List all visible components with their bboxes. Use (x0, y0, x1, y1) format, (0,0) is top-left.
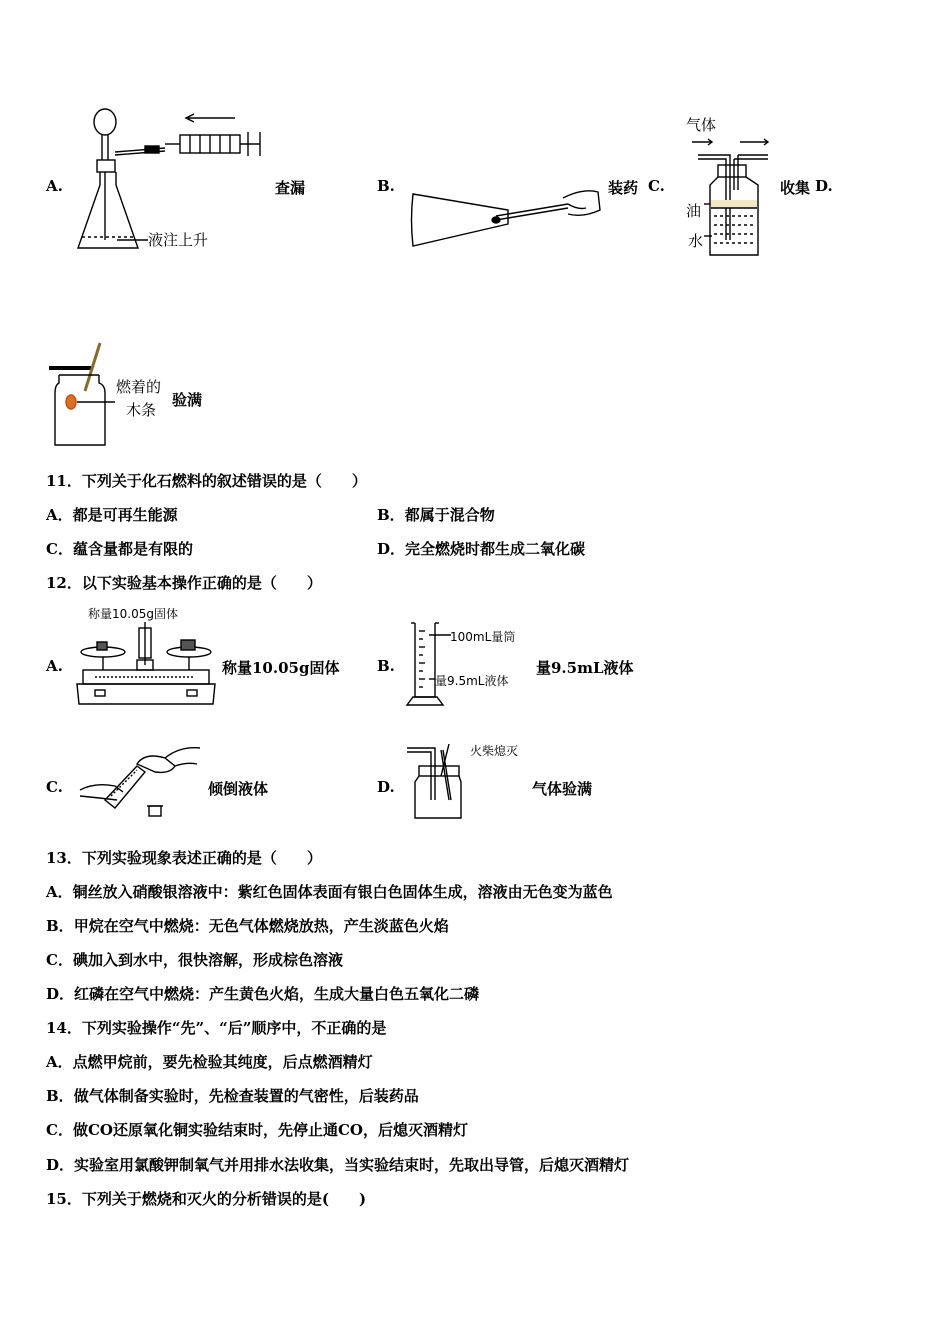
q13-stem: 13．下列实验现象表述正确的是（ ） (46, 849, 322, 867)
q11-stem: 11．下列关于化石燃料的叙述错误的是（ ） (46, 472, 367, 490)
match-label: 火柴熄灭 (470, 744, 519, 758)
q11-option-b: B．都属于混合物 (377, 506, 495, 524)
q12-stem: 12．以下实验基本操作正确的是（ ） (46, 574, 322, 592)
q10-d-letter: D. (815, 177, 833, 195)
stick-label-2: 木条 (126, 401, 157, 419)
q14-option-c: C．做CO还原氧化铜实验结束时，先停止通CO，后熄灭酒精灯 (46, 1121, 468, 1139)
q13-option-c: C．碘加入到水中，很快溶解，形成棕色溶液 (46, 951, 343, 969)
water-label: 水 (688, 232, 704, 250)
liquid-rise-label: 液注上升 (148, 231, 209, 249)
cylinder-label-bottom: 量9.5mL液体 (435, 674, 509, 688)
q12-d-caption: 气体验满 (532, 780, 593, 798)
pouring-figure (75, 740, 205, 820)
q10-d-caption: 验满 (172, 391, 203, 409)
collection-bottle-figure (690, 130, 780, 260)
q10-a-caption: 查漏 (275, 179, 306, 197)
gas-label: 气体 (686, 116, 717, 134)
q13-option-b: B．甲烷在空气中燃烧：无色气体燃烧放热，产生淡蓝色火焰 (46, 917, 449, 935)
q14-option-d: D．实验室用氯酸钾制氧气并用排水法收集，当实验结束时，先取出导管，后熄灭酒精灯 (46, 1156, 630, 1174)
q10-b-caption: 装药 (608, 179, 639, 197)
q11-option-a: A．都是可再生能源 (46, 506, 178, 524)
q10-c-caption: 收集 (780, 179, 811, 197)
q12-d-letter: D. (377, 778, 395, 796)
q10-a-letter: A. (46, 177, 63, 195)
q10-b-letter: B. (377, 177, 395, 195)
q12-a-letter: A. (46, 657, 63, 675)
q13-option-d: D．红磷在空气中燃烧：产生黄色火焰，生成大量白色五氧化二磷 (46, 985, 480, 1003)
cylinder-label-top: 100mL量筒 (450, 630, 516, 644)
q12-b-letter: B. (377, 657, 395, 675)
balance-figure (75, 620, 220, 710)
oil-label: 油 (686, 202, 702, 220)
balance-label: 称量10.05g固体 (88, 607, 178, 621)
cylinder-figure (405, 615, 455, 710)
gas-test-figure (405, 740, 465, 822)
q15-stem: 15．下列关于燃烧和灭火的分析错误的是( ) (46, 1190, 367, 1208)
q12-c-letter: C. (46, 778, 63, 796)
q11-option-c: C．蕴含量都是有限的 (46, 540, 193, 558)
q11-option-d: D．完全燃烧时都生成二氧化碳 (377, 540, 586, 558)
q12-a-caption: 称量10.05g固体 (222, 659, 340, 677)
q12-b-caption: 量9.5mL液体 (536, 659, 634, 677)
q13-option-a: A．铜丝放入硝酸银溶液中：紫红色固体表面有银白色固体生成，溶液由无色变为蓝色 (46, 883, 613, 901)
q10-c-letter: C. (648, 177, 665, 195)
tweezers-figure (408, 180, 608, 255)
q14-stem: 14．下列实验操作“先”、“后”顺序中，不正确的是 (46, 1019, 387, 1037)
stick-label-1: 燃着的 (116, 378, 162, 396)
q14-option-a: A．点燃甲烷前，要先检验其纯度，后点燃酒精灯 (46, 1053, 373, 1071)
q12-c-caption: 倾倒液体 (208, 780, 269, 798)
q14-option-b: B．做气体制备实验时，先检查装置的气密性，后装药品 (46, 1087, 419, 1105)
